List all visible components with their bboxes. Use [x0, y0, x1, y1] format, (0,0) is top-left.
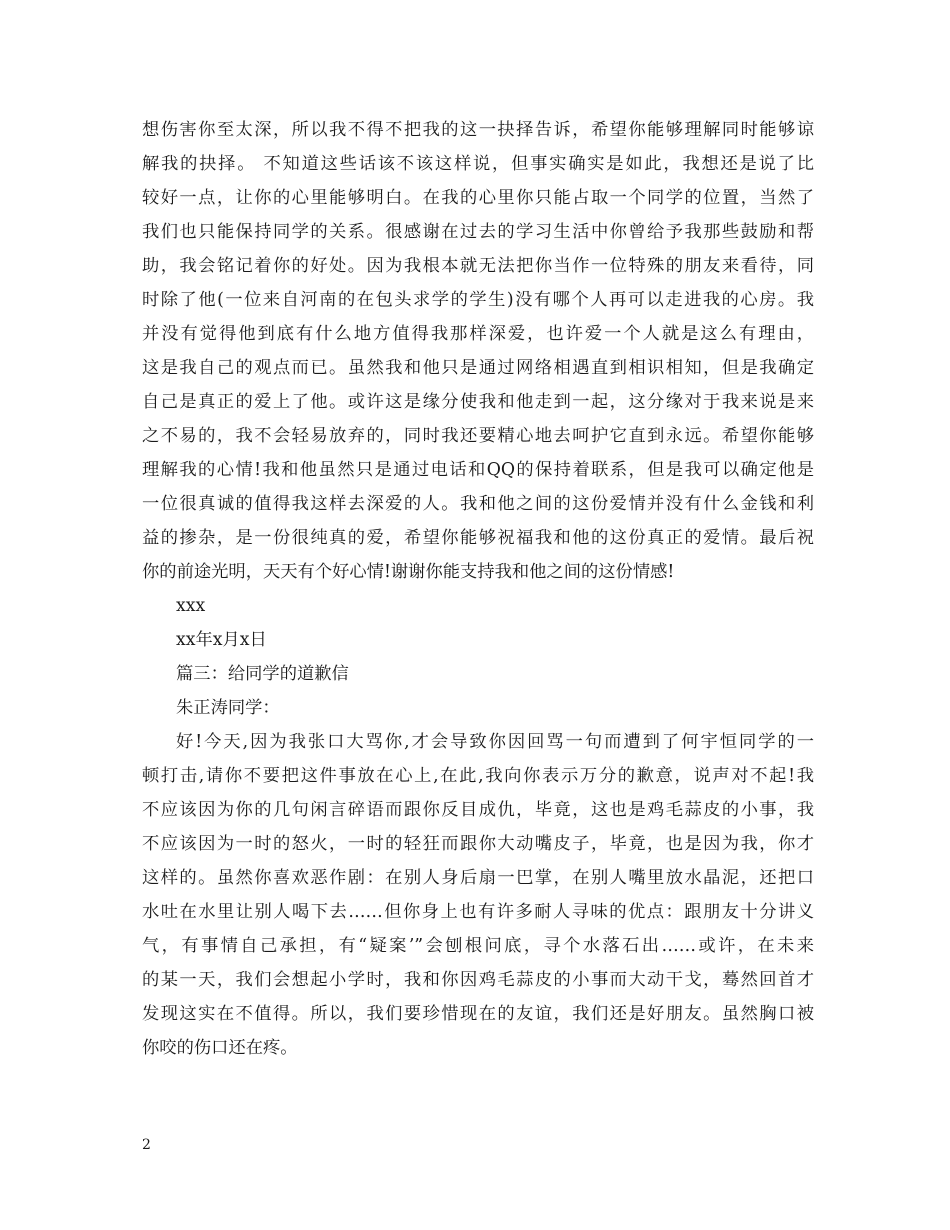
salutation: 朱正涛同学：: [176, 698, 280, 718]
text-line: 好!今天,因为我张口大骂你,才会导致你因回骂一句而遭到了何宇恒同学的一: [176, 732, 814, 752]
text-line: 解我的抉择。 不知道这些话该不该这样说，但事实确实是如此，我想还是说了比: [142, 154, 814, 174]
text-line: 自己是真正的爱上了他。或许这是缘分使我和他走到一起，这分缘对于我来说是来: [142, 392, 814, 412]
text-line: 之不易的，我不会轻易放弃的，同时我还要精心地去呵护它直到永远。希望你能够: [142, 426, 814, 446]
text-line: 理解我的心情!我和他虽然只是通过电话和QQ的保持着联系，但是我可以确定他是: [142, 460, 814, 480]
text-line: 水吐在水里让别人喝下去……但你身上也有许多耐人寻味的优点：跟朋友十分讲义: [142, 902, 814, 922]
text-line: 并没有觉得他到底有什么地方值得我那样深爱，也许爱一个人就是这么有理由，: [142, 324, 814, 344]
text-line: 这样的。虽然你喜欢恶作剧：在别人身后扇一巴掌，在别人嘴里放水晶泥，还把口: [142, 868, 814, 888]
text-line: 不应该因为一时的怒火，一时的轻狂而跟你大动嘴皮子，毕竟，也是因为我，你才: [142, 834, 814, 854]
document-body: [142, 113, 814, 1065]
text-line: 你的前途光明，天天有个好心情!谢谢你能支持我和他之间的这份情感!: [142, 562, 675, 582]
text-line: 气，有事情自己承担，有“疑案’”会刨根问底，寻个水落石出……或许，在未来: [142, 936, 814, 956]
text-line: 顿打击,请你不要把这件事放在心上,在此,我向你表示万分的歉意，说声对不起!我: [142, 766, 814, 786]
text-line: 的某一天，我们会想起小学时，我和你因鸡毛蒜皮的小事而大动干戈，蓦然回首才: [142, 970, 814, 990]
letter-date: xx年x月x日: [176, 630, 267, 650]
text-line: 益的掺杂，是一份很纯真的爱，希望你能够祝福我和他的这份真正的爱情。最后祝: [142, 528, 814, 548]
signature: xxx: [176, 596, 206, 616]
text-line: 不应该因为你的几句闲言碎语而跟你反目成仇，毕竟，这也是鸡毛蒜皮的小事，我: [142, 800, 814, 820]
text-line: 我们也只能保持同学的关系。很感谢在过去的学习生活中你曾给予我那些鼓励和帮: [142, 222, 814, 242]
text-line: 发现这实在不值得。所以，我们要珍惜现在的友谊，我们还是好朋友。虽然胸口被: [142, 1004, 814, 1024]
text-line: 时除了他(一位来自河南的在包头求学的学生)没有哪个人再可以走进我的心房。我: [142, 290, 814, 310]
section-title: 篇三：给同学的道歉信: [176, 664, 349, 684]
text-line: 一位很真诚的值得我这样去深爱的人。我和他之间的这份爱情并没有什么金钱和利: [142, 494, 814, 514]
text-line: 想伤害你至太深，所以我不得不把我的这一抉择告诉，希望你能够理解同时能够谅: [142, 120, 814, 140]
text-line: 助，我会铭记着你的好处。因为我根本就无法把你当作一位特殊的朋友来看待，同: [142, 256, 814, 276]
text-line: 这是我自己的观点而已。虽然我和他只是通过网络相遇直到相识相知，但是我确定: [142, 358, 814, 378]
page-number: 2: [142, 1137, 151, 1153]
text-line: 你咬的伤口还在疼。: [142, 1038, 298, 1058]
text-line: 较好一点，让你的心里能够明白。在我的心里你只能占取一个同学的位置，当然了: [142, 188, 814, 208]
